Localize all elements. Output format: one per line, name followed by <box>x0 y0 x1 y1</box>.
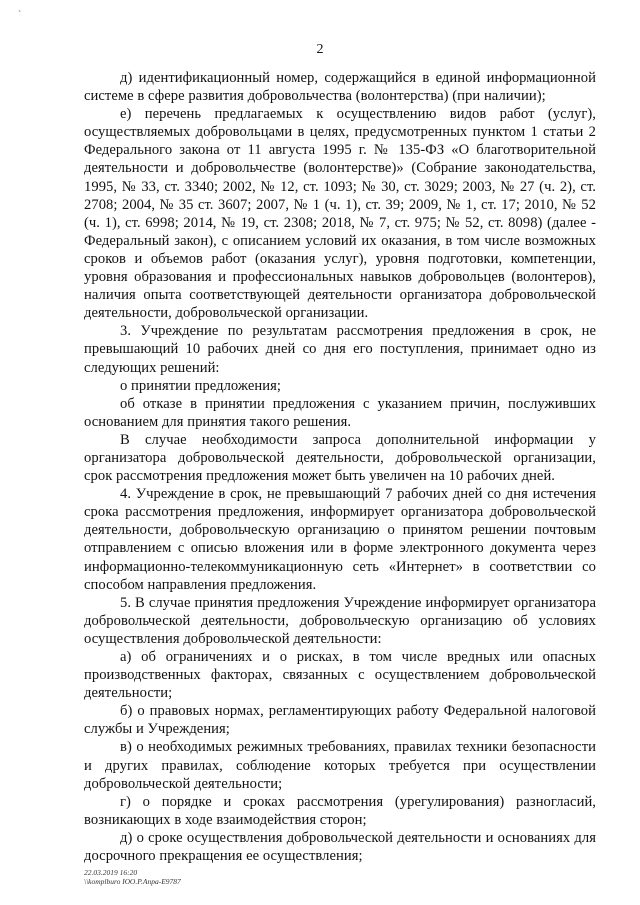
paragraph-decision-reject: об отказе в принятии предложения с указанием причин, послуживших основанием для принятия такого решения. <box>84 395 596 430</box>
paragraph-b-legal-norms: б) о правовых нормах, регламентирующих работу Федеральной налоговой службы и Учреждения; <box>84 703 596 738</box>
document-body <box>84 69 596 865</box>
paragraph-4-notify: 4. Учреждение в срок, не превышающий 7 рабочих дней со дня истечения срока рассмотрения предложения, информирует организатора добровольческой деятельности, добровольческую организацию о принятом решении почтовым отправлением с описью вложения или в форме электронного документа через информационно-телекоммуникационную сеть «Интернет» в соответствии со способом направления предложения. <box>84 486 596 593</box>
print-footer <box>84 868 181 886</box>
paragraph-d-id-number: д) идентификационный номер, содержащийся в единой информационной системе в сфере развития добровольчества (волонтерства) (при наличии); <box>84 70 596 105</box>
page-number: 2 <box>316 42 324 57</box>
paragraph-g-disputes: г) о порядке и сроках рассмотрения (урегулирования) разногласий, возникающих в ходе взаимодействия сторон; <box>84 793 596 828</box>
paragraph-v-safety-rules: в) о необходимых режимных требованиях, правилах техники безопасности и других правилах, соблюдение которых требуется при осуществлении добровольческой деятельности; <box>84 739 596 792</box>
paragraph-3-review: 3. Учреждение по результатам рассмотрения предложения в срок, не превышающий 10 рабочих дней со дня его поступления, принимает одно из следующих решений: <box>84 323 596 376</box>
paragraph-extension: В случае необходимости запроса дополнительной информации у организатора добровольческой деятельности, добровольческой организации, срок рассмотрения предложения может быть увеличен на 10 рабочих дней. <box>84 431 596 485</box>
footer-path: \\komplburo ЮО.Р.Anpa-E9787 <box>84 877 181 886</box>
footer-timestamp: 22.03.2019 16:20 <box>84 868 138 877</box>
paragraph-d-term: д) о сроке осуществления добровольческой деятельности и основаниях для досрочного прекращения ее осуществления; <box>84 829 596 865</box>
paragraph-e-work-list: е) перечень предлагаемых к осуществлению видов работ (услуг), осуществляемых добровольцами в целях, предусмотренных пунктом 1 статьи 2 Федерального закона от 11 августа 1995 г. № 135-ФЗ «О благотворительной деятельности и добровольчестве (волонтерстве)» (Собрание законодательства, 1995, № 33, ст. 3340; 2002, № 12, ст. 1093; № 30, ст. 3029; 2003, № 27 (ч. 2), ст. 2708; 2004, № 35 ст. 3607; 2007, № 1 (ч. 1), ст. 39; 2009, № 1, ст. 17; 2010, № 52 (ч. 1), ст. 6998; 2014, № 19, ст. 2308; 2018, № 7, ст. 975; № 52, ст. 8098) (далее - Федеральный закон), с описанием условий их оказания, в том числе возможных сроков и объемов работ (оказания услуг), уровня подготовки, компетенции, уровня образования и профессиональных навыков добровольцев (волонтеров), наличия опыта соответствующей деятельности организатора добровольческой деятельности, добровольческой организации. <box>84 106 596 322</box>
paragraph-decision-accept: о принятии предложения; <box>120 377 281 394</box>
paragraph-5-conditions: 5. В случае принятия предложения Учреждение информирует организатора добровольческой деятельности, добровольческую организацию об условиях осуществления добровольческой деятельности: <box>84 594 596 647</box>
scan-mark: ` <box>18 10 22 21</box>
paragraph-a-restrictions: а) об ограничениях и о рисках, в том числе вредных или опасных производственных факторах, связанных с осуществлением добровольческой деятельности; <box>84 649 596 702</box>
